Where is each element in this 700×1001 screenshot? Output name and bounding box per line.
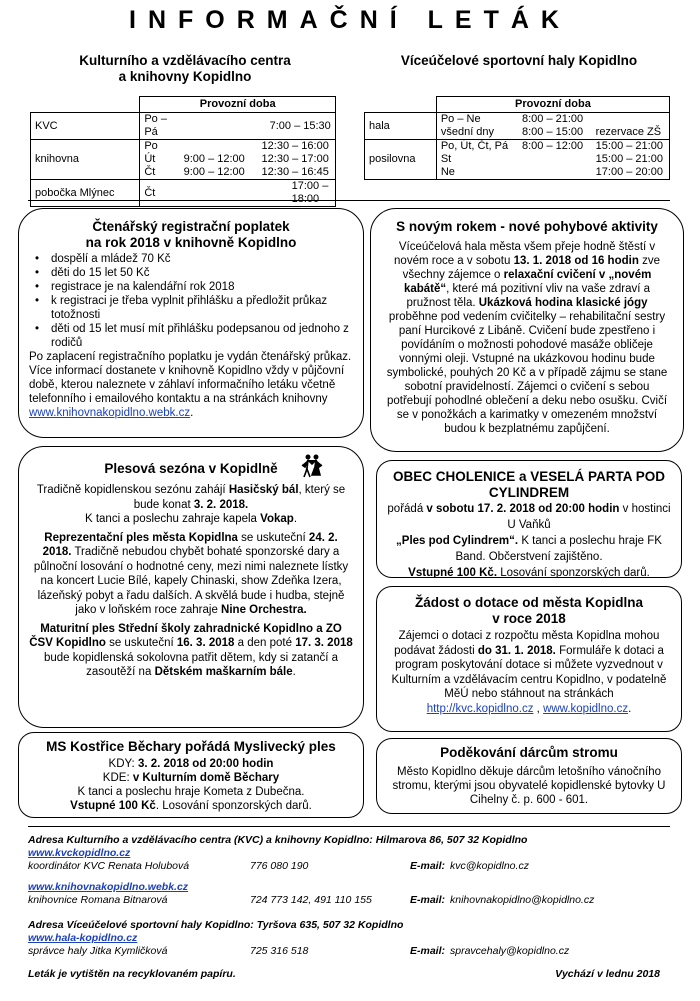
- activities-text: Víceúčelová hala města všem přeje hodně štěstí v novém roce a v sobotu 13. 1. 2018 od 16 hodin zve všechny zájemce o relaxační cvičení v „novém kabátě“, které má pozitivní vliv na vaše zdraví a pružnost těla. Ukázková hodina klasické jógy proběhne pod vedením cvičitelky – rehabilitační sestry paní Hurcikové z Libáně. Cvičení bude zpestřeno i povídáním o možnosti pohodové masáže obličeje vonnými oleji. Vstupné na ukázkovou hodinu bude symbolické, pouhých 20 Kč a v případě zájmu se stane sobotní pravidelností. Zájemci o cvičení s sebou potřebují pohodlné oblečení a deku nebo osušku. Cvičí se v ponožkách a karimatky v omezeném množství budou k bezplatnému zapůjčení.: [386, 241, 668, 435]
- hunting-ball-box: [18, 732, 364, 818]
- footer-divider: [28, 826, 670, 827]
- grant-box: [376, 586, 682, 732]
- city-link[interactable]: www.kopidlno.cz: [543, 702, 629, 715]
- hala-hours-table: [364, 96, 670, 180]
- ball-season-title: Plesová sezóna v Kopidlně: [29, 461, 353, 477]
- registration-fee-title: Čtenářský registrační poplatek na rok 2018 v knihovně Kopidlno: [85, 219, 297, 250]
- kvc-heading-line1: Kulturního a vzdělávacího centra: [79, 53, 291, 68]
- kvc-contact-row: koordinátor KVC Renata Holubová 776 080 190 E-mail: kvc@kopidlno.cz: [28, 860, 529, 872]
- hunting-ball-text: KDY: 3. 2. 2018 od 20:00 hodin KDE: v Kulturním domě Běchary K tanci a poslechu hraje Kometa z Dubečna. Vstupné 100 Kč. Losování sponzorských darů.: [70, 758, 312, 812]
- top-divider: [28, 200, 670, 201]
- hala-contact-row: správce haly Jitka Kymličková 725 316 518 E-mail: spravcehaly@kopidlno.cz: [28, 945, 570, 957]
- list-item: • dospělí a mládež 70 Kč: [29, 252, 353, 266]
- kvc-heading-line2: a knihovny Kopidlno: [118, 69, 252, 84]
- kvc-website-link[interactable]: www.kvckopidlno.cz: [28, 847, 131, 859]
- table-row: Ne 17:00 – 20:00: [365, 166, 670, 180]
- dancing-couple-icon: [299, 453, 325, 479]
- footer-bottom-row: [28, 968, 670, 981]
- cholenice-title: OBEC CHOLENICE a VESELÁ PARTA POD CYLINDREM: [392, 469, 666, 500]
- page-title: INFORMAČNÍ LETÁK: [129, 6, 571, 34]
- thanks-title: Poděkování dárcům stromu: [440, 745, 618, 760]
- list-item: • děti do 15 let 50 Kč: [29, 266, 353, 280]
- thanks-text: Město Kopidlno děkuje dárcům letošního vánočního stromu, kterými jsou obyvatelé kopidlenské bytovky U Cihelny č. p. 600 - 601.: [392, 766, 666, 806]
- kvc-table-header: Provozní doba: [140, 97, 336, 113]
- library-website-link[interactable]: www.knihovnakopidlno.webk.cz: [28, 881, 189, 893]
- table-row: posilovna Po, Út, Čt, Pá 8:00 – 12:00 15:00 – 21:00: [365, 140, 670, 154]
- hala-heading: Víceúčelové sportovní haly Kopidlno: [400, 53, 638, 68]
- registration-fee-box: [18, 208, 364, 438]
- cholenice-text: pořádá v sobotu 17. 2. 2018 od 20:00 hodin v hostinci U Vaňků „Ples pod Cylindrem“. K tanci a poslechu hraje FK Band. Občerstvení zajištěno. Vstupné 100 Kč. Losování sponzorských darů.: [387, 503, 671, 578]
- table-row: pobočka Mlýnec Čt 17:00 – 18:00: [31, 180, 336, 207]
- table-row: Čt 9:00 – 12:00 12:30 – 16:45: [31, 166, 336, 180]
- list-item: • děti od 15 let musí mít přihlášku podepsanou od jednoho z rodičů: [29, 322, 353, 350]
- ball-maturitni: Maturitní ples Střední školy zahradnické Kopidlno a ZO ČSV Kopidlno se uskuteční 16. 3. 2018 a den poté 17. 3. 2018 bude kopidlenská sokolovna patřit dětem, kdy si zatančí a zasoutěží na Dětském maškarním bále.: [29, 622, 353, 678]
- activities-box: [370, 208, 684, 452]
- fee-list: [29, 252, 353, 350]
- table-row: knihovna Po 12:30 – 16:00: [31, 140, 336, 154]
- kvc-link[interactable]: http://kvc.kopidlno.cz: [426, 702, 534, 715]
- activities-title: S novým rokem - nové pohybové aktivity: [396, 219, 658, 234]
- footer: [28, 834, 670, 981]
- kvc-heading: [40, 53, 330, 85]
- kvc-hours-table: [30, 96, 336, 207]
- library-contact-row: knihovnice Romana Bitnarová 724 773 142, 491 110 155 E-mail: knihovnakopidlno@kopidlno.cz: [28, 894, 595, 906]
- fee-text: Po zaplacení registračního poplatku je vydán čtenářský průkaz. Více informací dostanete v knihovně Kopidlno vždy v půjčovní době, kterou naleznete v záhlaví informačního letáku včetně telefonního i emailového kontaktu a na stránkách knihovny www.knihovnakopidlno.webk.cz.: [29, 351, 352, 419]
- issue-date: Vychází v lednu 2018: [555, 968, 660, 980]
- hunting-ball-title: MS Kostřice Běchary pořádá Myslivecký ples: [46, 739, 336, 754]
- recycled-note: Leták je vytištěn na recyklovaném papíru.: [28, 968, 236, 980]
- cholenice-box: [376, 460, 682, 578]
- ball-season-box: [18, 446, 364, 728]
- thanks-box: [376, 738, 682, 814]
- table-row: St 15:00 – 21:00: [365, 153, 670, 166]
- library-link[interactable]: www.knihovnakopidlno.webk.cz: [29, 407, 191, 419]
- hala-address: Adresa Víceúčelové sportovní haly Kopidlno: Tyršova 635, 507 32 Kopidlno: [28, 919, 404, 931]
- grant-title: Žádost o dotace od města Kopidlna v roce 2018: [414, 595, 644, 626]
- table-row: hala Po – Ne 8:00 – 21:00: [365, 113, 670, 127]
- kvc-address: Adresa Kulturního a vzdělávacího centra (KVC) a knihovny Kopidlno: Hilmarova 86, 507 32 Kopidlno: [28, 834, 528, 846]
- grant-text: Zájemci o dotaci z rozpočtu města Kopidlna mohou podávat žádosti do 31. 1. 2018. Formuláře k dotaci a program poskytování dotace si můžete vyzvednout v Kulturním a vzdělávacím centru Kopidlno, v podatelně MěÚ nebo stáhnout na stránkách http://kvc.kopidlno.cz , www.kopidlno.cz.: [391, 630, 667, 715]
- hala-table-header: Provozní doba: [436, 97, 669, 113]
- table-row: všední dny 8:00 – 15:00 rezervace ZŠ: [365, 126, 670, 140]
- ball-reprezentacni: Reprezentační ples města Kopidlna se uskuteční 24. 2. 2018. Tradičně nebudou chybět bohaté sponzorské dary a půlnoční losování o hodnotné ceny, mezi nimi naleznete lístky na koncert Lucie Bílé, kapely Chinaski, show Zdeňka Izera, lázeňský pobyt a řadu dalších. A skvělá bude i hudba, stejně jako v loňském roce zahraje Nine Orchestra.: [33, 531, 349, 616]
- table-row: Út 9:00 – 12:00 12:30 – 17:00: [31, 153, 336, 166]
- list-item: • registrace je na kalendářní rok 2018: [29, 280, 353, 294]
- list-item: • k registraci je třeba vyplnit přihlášku a předložit průkaz totožnosti: [29, 294, 353, 322]
- table-row: KVC Po – Pá 7:00 – 15:30: [31, 113, 336, 140]
- hala-website-link[interactable]: www.hala-kopidlno.cz: [28, 932, 138, 944]
- ball-hasicsky: Tradičně kopidlenskou sezónu zahájí Hasičský bál, který se bude konat 3. 2. 2018. K tanci a poslechu zahraje kapela Vokap.: [36, 484, 346, 525]
